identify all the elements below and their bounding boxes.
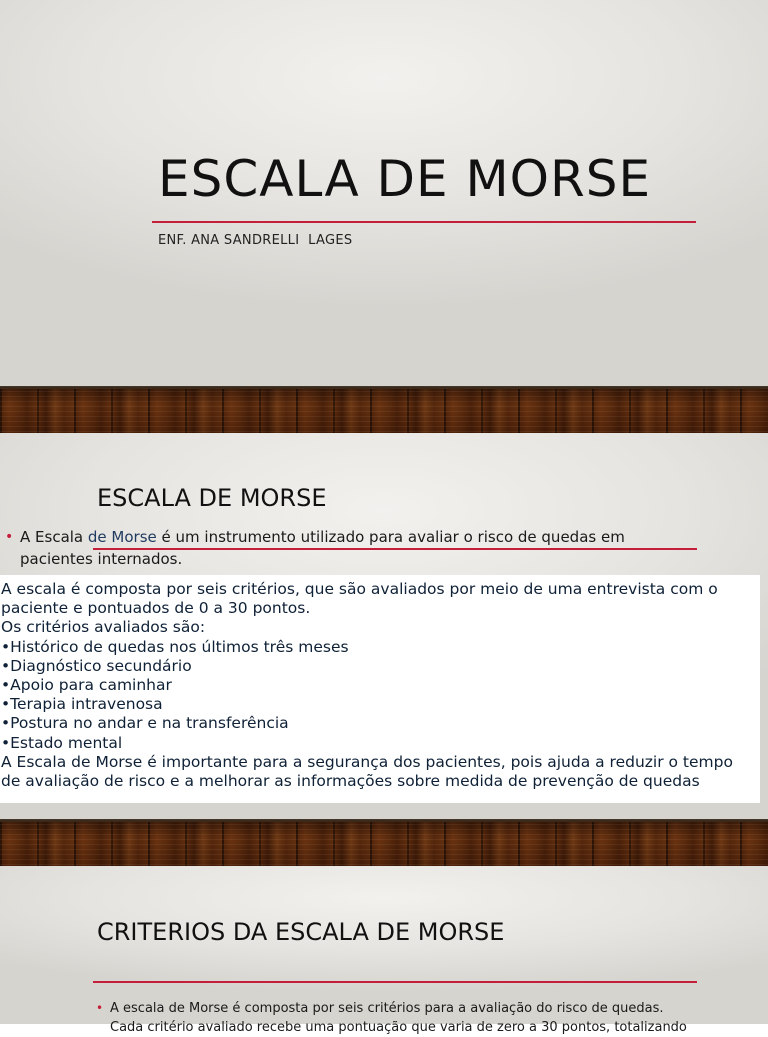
criteria-item: •Terapia intravenosa [1,695,163,714]
text-line: A Escala de Morse é importante para a segurança dos pacientes, pois ajuda a reduzir o tempo [1,752,733,771]
text-line: de avaliação de risco e a melhorar as informações sobre medida de prevenção de quedas [1,772,700,791]
text-line: paciente e pontuados de 0 a 30 pontos. [1,599,311,618]
bullet-dot-icon: • [5,529,14,545]
title-divider [93,981,697,983]
bullet-text-line: A escala de Morse é composta por seis critérios para a avaliação do risco de quedas. [110,1001,664,1016]
slide-title: ESCALA DE MORSE [97,484,327,512]
text-line: Os critérios avaliados são: [1,618,206,637]
wood-floor-decoration [0,819,768,866]
text-line: A escala é composta por seis critérios, que são avaliados por meio de uma entrevista com o [1,580,718,598]
wood-floor-decoration [0,386,768,433]
bullet-text-end: é um instrumento utilizado para avaliar o risco de quedas em pacientes internados. [20,528,625,568]
bullet-text-start: A Escala [20,528,88,546]
bullet-item [5,526,700,570]
bullet-dot-icon: • [96,1001,104,1015]
content-slide-2 [0,866,768,1035]
criteria-item: •Estado mental [1,733,123,752]
content-slide-1 [0,433,768,819]
title-slide [0,0,768,386]
title-divider [152,221,696,223]
slide-subtitle: ENF. ANA SANDRELLI LAGES [158,233,353,248]
criteria-item: •Histórico de quedas nos últimos três meses [1,637,349,656]
criteria-item: •Diagnóstico secundário [1,656,192,675]
bullet-text-line: Cada critério avaliado recebe uma pontuação que varia de zero a 30 pontos, totalizando [110,1020,687,1035]
bullet-text-highlight: de Morse [87,528,157,546]
criteria-item: •Postura no andar e na transferência [1,714,289,733]
slide-title: ESCALA DE MORSE [158,150,652,208]
slide-title: CRITERIOS DA ESCALA DE MORSE [97,918,505,946]
bullet-item [96,999,700,1037]
description-textbox [0,575,760,803]
criteria-item: •Apoio para caminhar [1,676,172,695]
